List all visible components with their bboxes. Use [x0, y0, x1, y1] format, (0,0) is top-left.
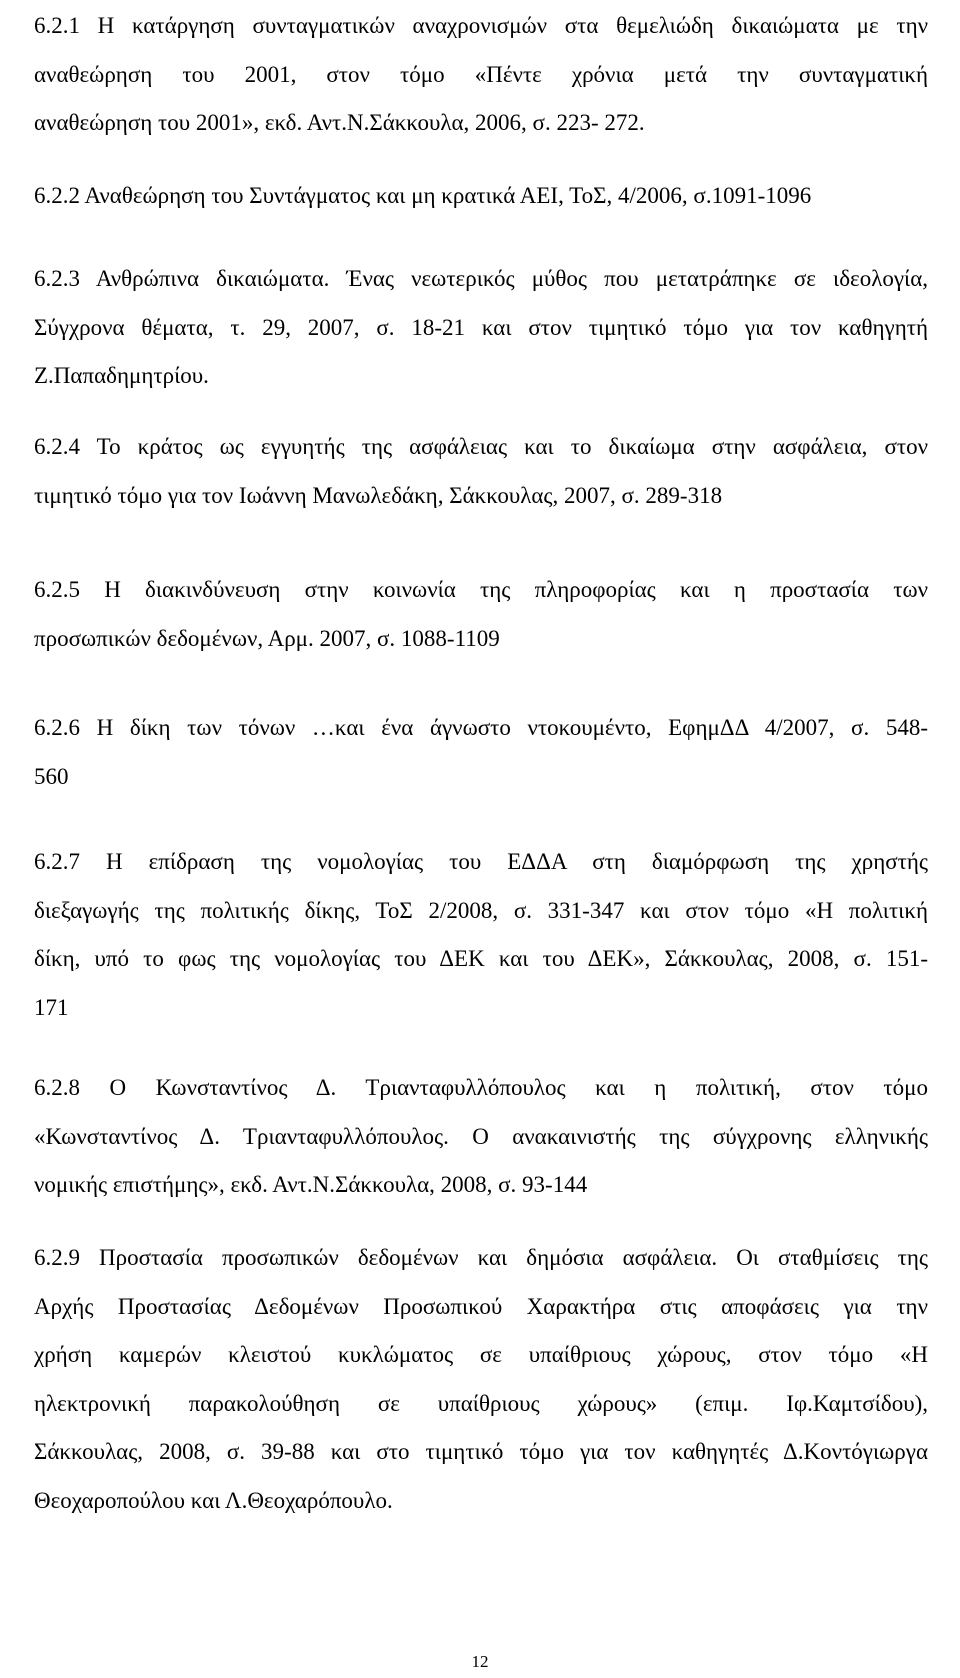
entry-6-2-7: [34, 838, 928, 1032]
entry-line: ηλεκτρονική παρακολούθηση σε υπαίθριους χώρους» (επιμ. Ιφ.Καμτσίδου),: [34, 1390, 928, 1416]
entry-line: 6.2.3 Ανθρώπινα δικαιώματα. Ένας νεωτερικός μύθος που μετατράπηκε σε ιδεολογία,: [34, 266, 928, 291]
entry-6-2-4: [34, 423, 928, 520]
entry-6-2-9: [34, 1234, 928, 1526]
entry-line: τιμητικό τόμο για τον Ιωάννη Μανωλεδάκη, Σάκκουλας, 2007, σ. 289-318: [34, 482, 723, 508]
entry-line: δίκη, υπό το φως της νομολογίας του ΔΕΚ και του ΔΕΚ», Σάκκουλας, 2008, σ. 151-: [34, 946, 928, 972]
entry-line: αναθεώρηση του 2001», εκδ. Αντ.Ν.Σάκκουλα, 2006, σ. 223- 272.: [34, 110, 645, 136]
entry-line: Σάκκουλας, 2008, σ. 39-88 και στο τιμητικό τόμο για τον καθηγητές Δ.Κοντόγιωργα: [34, 1439, 928, 1465]
entry-line: 171: [34, 994, 69, 1020]
entry-line: 6.2.7 Η επίδραση της νομολογίας του ΕΔΔΑ στη διαμόρφωση της χρηστής: [34, 849, 928, 874]
entry-line: 6.2.2 Αναθεώρηση του Συντάγματος και μη κρατικά ΑΕΙ, ΤοΣ, 4/2006, σ.1091-1096: [34, 183, 812, 208]
entry-line: αναθεώρηση του 2001, στον τόμο «Πέντε χρόνια μετά την συνταγματική: [34, 61, 928, 87]
entry-line: 6.2.1 Η κατάργηση συνταγματικών αναχρονισμών στα θεμελιώδη δικαιώματα με την: [34, 13, 928, 38]
entry-line: διεξαγωγής της πολιτικής δίκης, ΤοΣ 2/2008, σ. 331-347 και στον τόμο «Η πολιτική: [34, 897, 928, 923]
entry-line: 6.2.5 Η διακινδύνευση στην κοινωνία της πληροφορίας και η προστασία των: [34, 577, 928, 602]
entry-6-2-6: [34, 704, 928, 801]
entry-line: νομικής επιστήμης», εκδ. Αντ.Ν.Σάκκουλα, 2008, σ. 93-144: [34, 1172, 588, 1198]
entry-6-2-1: [34, 2, 928, 148]
entry-line: προσωπικών δεδομένων, Αρμ. 2007, σ. 1088-1109: [34, 625, 500, 651]
entry-line: 6.2.9 Προστασία προσωπικών δεδομένων και δημόσια ασφάλεια. Οι σταθμίσεις της: [34, 1245, 928, 1270]
entry-line: 6.2.8 Ο Κωνσταντίνος Δ. Τριανταφυλλόπουλος και η πολιτική, στον τόμο: [34, 1075, 928, 1100]
entry-6-2-8: [34, 1064, 928, 1210]
page-number: 12: [471, 1652, 489, 1671]
entry-6-2-5: [34, 566, 928, 663]
entry-line: Ζ.Παπαδημητρίου.: [34, 363, 209, 389]
entry-line: Σύγχρονα θέματα, τ. 29, 2007, σ. 18-21 και στον τιμητικό τόμο για τον καθηγητή: [34, 314, 928, 340]
entry-line: «Κωνσταντίνος Δ. Τριανταφυλλόπουλος. Ο ανακαινιστής της σύγχρονης ελληνικής: [34, 1123, 928, 1149]
entry-line: Θεοχαροπούλου και Λ.Θεοχαρόπουλο.: [34, 1487, 393, 1513]
entry-6-2-3: [34, 255, 928, 401]
entry-line: 560: [34, 763, 69, 789]
entry-6-2-2: [34, 172, 928, 221]
entry-line: χρήση καμερών κλειστού κυκλώματος σε υπαίθριους χώρους, στον τόμο «Η: [34, 1342, 928, 1368]
entry-line: 6.2.4 Το κράτος ως εγγυητής της ασφάλειας και το δικαίωμα στην ασφάλεια, στον: [34, 434, 928, 459]
entry-line: 6.2.6 Η δίκη των τόνων …και ένα άγνωστο ντοκουμέντο, ΕφημΔΔ 4/2007, σ. 548-: [34, 715, 928, 740]
entry-line: Αρχής Προστασίας Δεδομένων Προσωπικού Χαρακτήρα στις αποφάσεις για την: [34, 1293, 928, 1319]
